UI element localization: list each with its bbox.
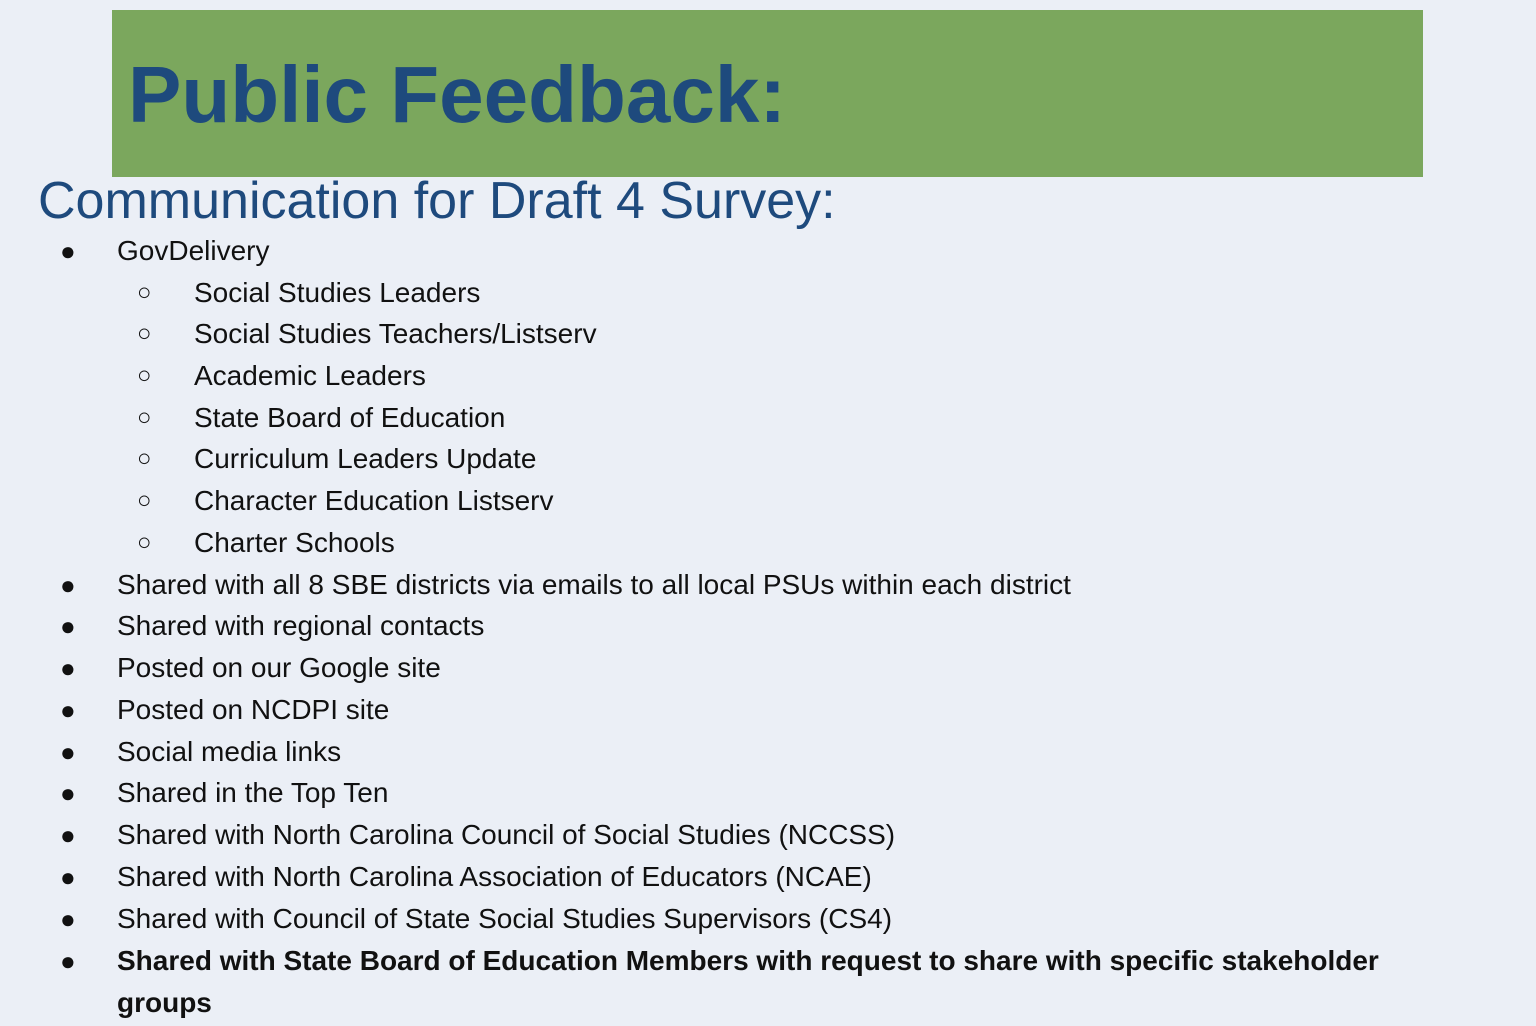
bullet-icon: ● bbox=[60, 820, 76, 850]
slide-subtitle: Communication for Draft 4 Survey: bbox=[38, 172, 836, 230]
bullet-icon: ● bbox=[60, 236, 76, 266]
list-item: Shared with North Carolina Council of Social Studies (NCCSS) bbox=[117, 819, 896, 850]
bullet-icon: ● bbox=[60, 862, 76, 892]
bullet-icon: ● bbox=[60, 695, 76, 725]
sub-list-item: State Board of Education bbox=[194, 402, 506, 433]
bullet-icon: ● bbox=[60, 570, 76, 600]
sub-bullet-icon: ○ bbox=[137, 362, 152, 389]
list-item: Social media links bbox=[117, 736, 342, 767]
title-banner bbox=[112, 10, 1423, 177]
list-item: Posted on our Google site bbox=[117, 652, 441, 683]
sub-bullet-icon: ○ bbox=[137, 320, 152, 347]
bullet-icon: ● bbox=[60, 904, 76, 934]
slide-title: Public Feedback: bbox=[128, 50, 786, 139]
bullet-icon: ● bbox=[60, 778, 76, 808]
bullet-icon: ● bbox=[60, 946, 76, 976]
sub-list-item: Social Studies Leaders bbox=[194, 277, 481, 308]
list-item: Shared with regional contacts bbox=[117, 610, 485, 641]
list-item: Shared with Council of State Social Studies Supervisors (CS4) bbox=[117, 903, 893, 934]
list-item: Shared with all 8 SBE districts via emails to all local PSUs within each district bbox=[117, 569, 1071, 600]
bullet-icon: ● bbox=[60, 611, 76, 641]
bullet-icon: ● bbox=[60, 737, 76, 767]
list-item: Shared with North Carolina Association of Educators (NCAE) bbox=[117, 861, 872, 892]
sub-list-item: Character Education Listserv bbox=[194, 485, 554, 516]
sub-bullet-icon: ○ bbox=[137, 445, 152, 472]
sub-bullet-icon: ○ bbox=[137, 404, 152, 431]
list-item: Posted on NCDPI site bbox=[117, 694, 390, 725]
list-item: GovDelivery bbox=[117, 235, 270, 266]
sub-bullet-icon: ○ bbox=[137, 529, 152, 556]
sub-list-item: Social Studies Teachers/Listserv bbox=[194, 318, 597, 349]
list-item-emphasized: Shared with State Board of Education Members with request to share with specific stakeholder bbox=[117, 945, 1379, 976]
bullet-icon: ● bbox=[60, 653, 76, 683]
sub-list-item: Charter Schools bbox=[194, 527, 395, 558]
list-item: Shared in the Top Ten bbox=[117, 777, 389, 808]
sub-bullet-icon: ○ bbox=[137, 279, 152, 306]
list-item-emphasized-continued: groups bbox=[117, 987, 212, 1018]
sub-list-item: Curriculum Leaders Update bbox=[194, 443, 537, 474]
sub-bullet-icon: ○ bbox=[137, 487, 152, 514]
sub-list-item: Academic Leaders bbox=[194, 360, 426, 391]
